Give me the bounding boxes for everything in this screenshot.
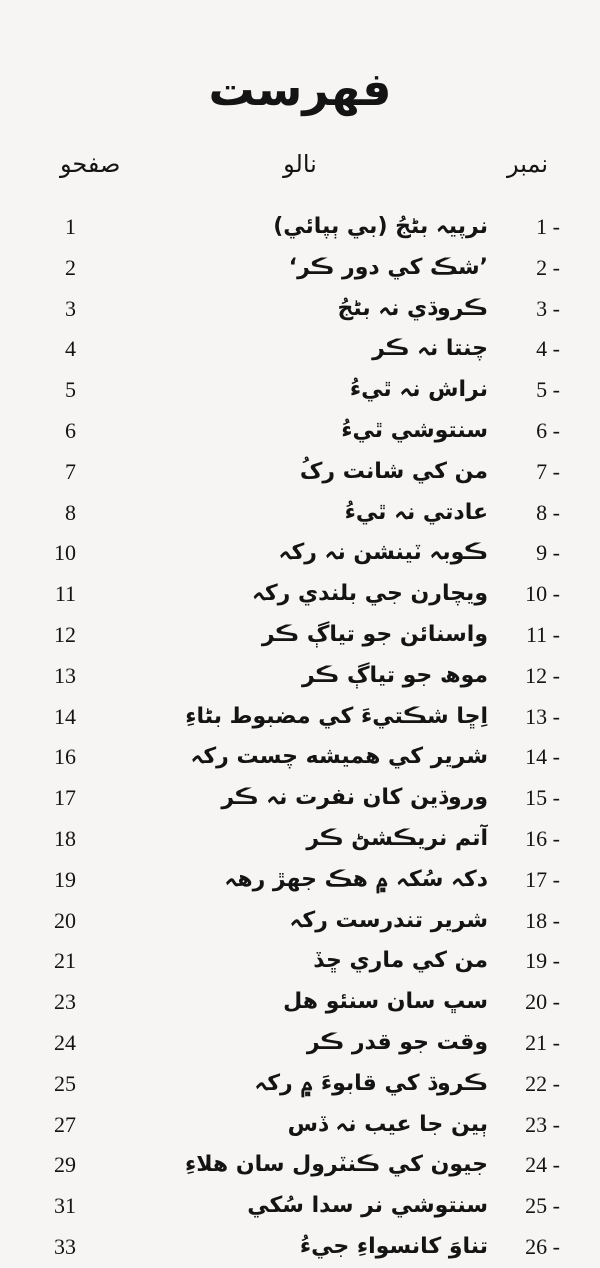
list-item [0,982,600,1023]
entry-number: 22 - [525,1070,560,1096]
entry-page-number: 27 [54,1111,76,1137]
entry-title: وروڌين کان نفرت نہ ڪر [221,785,488,811]
entry-page-number: 29 [54,1152,76,1178]
entry-number: 18 - [525,907,560,933]
entry-title: جيون کي ڪنٽرول سان هلاءِ [184,1152,488,1178]
contents-list [0,207,600,1268]
entry-number: 16 - [525,825,560,851]
column-headers [0,150,600,186]
page-title: فهرست [208,62,392,116]
entry-number: 7 - [536,458,560,484]
entry-title: نرپيہ بڻجُ (بي ٻپائي) [273,214,488,239]
entry-page-number: 33 [54,1233,76,1259]
entry-page-number: 4 [65,336,76,362]
entry-number: 3 - [536,295,560,321]
entry-page-number: 20 [54,907,76,933]
entry-title: ڪروڌي نہ بڻجُ [337,295,488,321]
entry-page-number: 17 [54,785,76,811]
list-item [0,778,600,819]
entry-title: دکہ سُکہ ۾ هڪ جهڙ رهہ [224,866,488,892]
entry-page-number: 2 [65,254,76,280]
entry-page-number: 12 [54,621,76,647]
entry-page-number: 24 [54,1029,76,1055]
list-item [0,901,600,942]
entry-title: چنتا نہ ڪر [372,336,488,362]
list-item [0,860,600,901]
entry-page-number: 21 [54,948,76,974]
entry-title: من کي ماري ڇڏ [313,948,488,974]
entry-title: موھ جو تياڳ ڪر [301,662,488,688]
entry-title: نراش نہ ٿيءُ [349,377,488,403]
list-item [0,737,600,778]
entry-number: 23 - [525,1111,560,1137]
entry-title: سنتوشي ٿيءُ [341,417,488,443]
entry-title: تناوَ کانسواءِ جيءُ [299,1233,488,1259]
entry-title: واسنائن جو تياڳ ڪر [261,621,488,647]
list-item [0,697,600,738]
entry-page-number: 7 [65,458,76,484]
list-item [0,1105,600,1146]
entry-page-number: 10 [54,540,76,566]
entry-number: 9 - [536,540,560,566]
entry-number: 15 - [525,785,560,811]
entry-title: اِڇا شڪتيءَ کي مضبوط بڻاءِ [185,703,488,729]
entry-number: 26 - [525,1233,560,1259]
entry-page-number: 13 [54,662,76,688]
list-item [0,452,600,493]
entry-title: ڪوبہ ٽينشن نہ رکہ [278,540,488,566]
entry-page-number: 18 [54,825,76,851]
entry-number: 4 - [536,336,560,362]
list-item [0,1064,600,1105]
list-item [0,656,600,697]
entry-title: وقت جو قدر ڪر [306,1029,488,1055]
entry-title: ٻين جا عيب نہ ڏس [287,1111,488,1137]
entry-page-number: 25 [54,1070,76,1096]
entry-page-number: 23 [54,989,76,1015]
header-page: صفحو [60,150,121,178]
entry-title: من کي شانت رکُ [299,458,488,484]
entry-title: آتم نريڪشڻ ڪر [306,825,488,851]
list-item [0,1145,600,1186]
list-item [0,941,600,982]
entry-page-number: 6 [65,417,76,443]
entry-title: ڪروڌ کي قابوءَ ۾ رکہ [254,1070,488,1096]
entry-title: سڀ سان سنئو هل [283,989,488,1015]
entry-number: 1 - [536,214,560,239]
entry-number: 11 - [525,621,560,647]
list-item [0,574,600,615]
header-number: نمبر [506,150,548,178]
entry-number: 20 - [525,989,560,1015]
entry-page-number: 1 [65,214,76,239]
list-item [0,207,600,248]
entry-page-number: 5 [65,377,76,403]
list-item [0,329,600,370]
list-item [0,1023,600,1064]
entry-page-number: 3 [65,295,76,321]
entry-title: ’شڪ کي دور ڪر‘ [288,254,488,280]
entry-number: 10 - [525,581,560,607]
entry-number: 14 - [525,744,560,770]
list-item [0,819,600,860]
entry-number: 13 - [525,703,560,729]
list-item [0,1227,600,1268]
entry-title: شرير تندرست رکہ [289,907,488,933]
entry-number: 6 - [536,417,560,443]
entry-page-number: 8 [65,499,76,525]
entry-title: شرير کي هميشه چست رکہ [190,744,488,770]
list-item [0,370,600,411]
entry-title: عادتي نہ ٿيءُ [344,499,488,525]
entry-number: 25 - [525,1193,560,1219]
list-item [0,1186,600,1227]
entry-number: 12 - [525,662,560,688]
entry-number: 8 - [536,499,560,525]
entry-page-number: 16 [54,744,76,770]
entry-number: 17 - [525,866,560,892]
entry-page-number: 31 [54,1193,76,1219]
list-item [0,289,600,330]
entry-page-number: 11 [54,581,76,607]
entry-number: 5 - [536,377,560,403]
list-item [0,493,600,534]
list-item [0,248,600,289]
entry-page-number: 19 [54,866,76,892]
list-item [0,533,600,574]
entry-title: سنتوشي نر سدا سُکي [247,1193,488,1219]
list-item [0,615,600,656]
entry-number: 21 - [525,1029,560,1055]
entry-number: 19 - [525,948,560,974]
entry-number: 24 - [525,1152,560,1178]
list-item [0,411,600,452]
header-title: نالو [283,150,317,178]
entry-page-number: 14 [54,703,76,729]
entry-title: ويچارن جي بلندي رکہ [251,581,488,607]
entry-number: 2 - [536,254,560,280]
